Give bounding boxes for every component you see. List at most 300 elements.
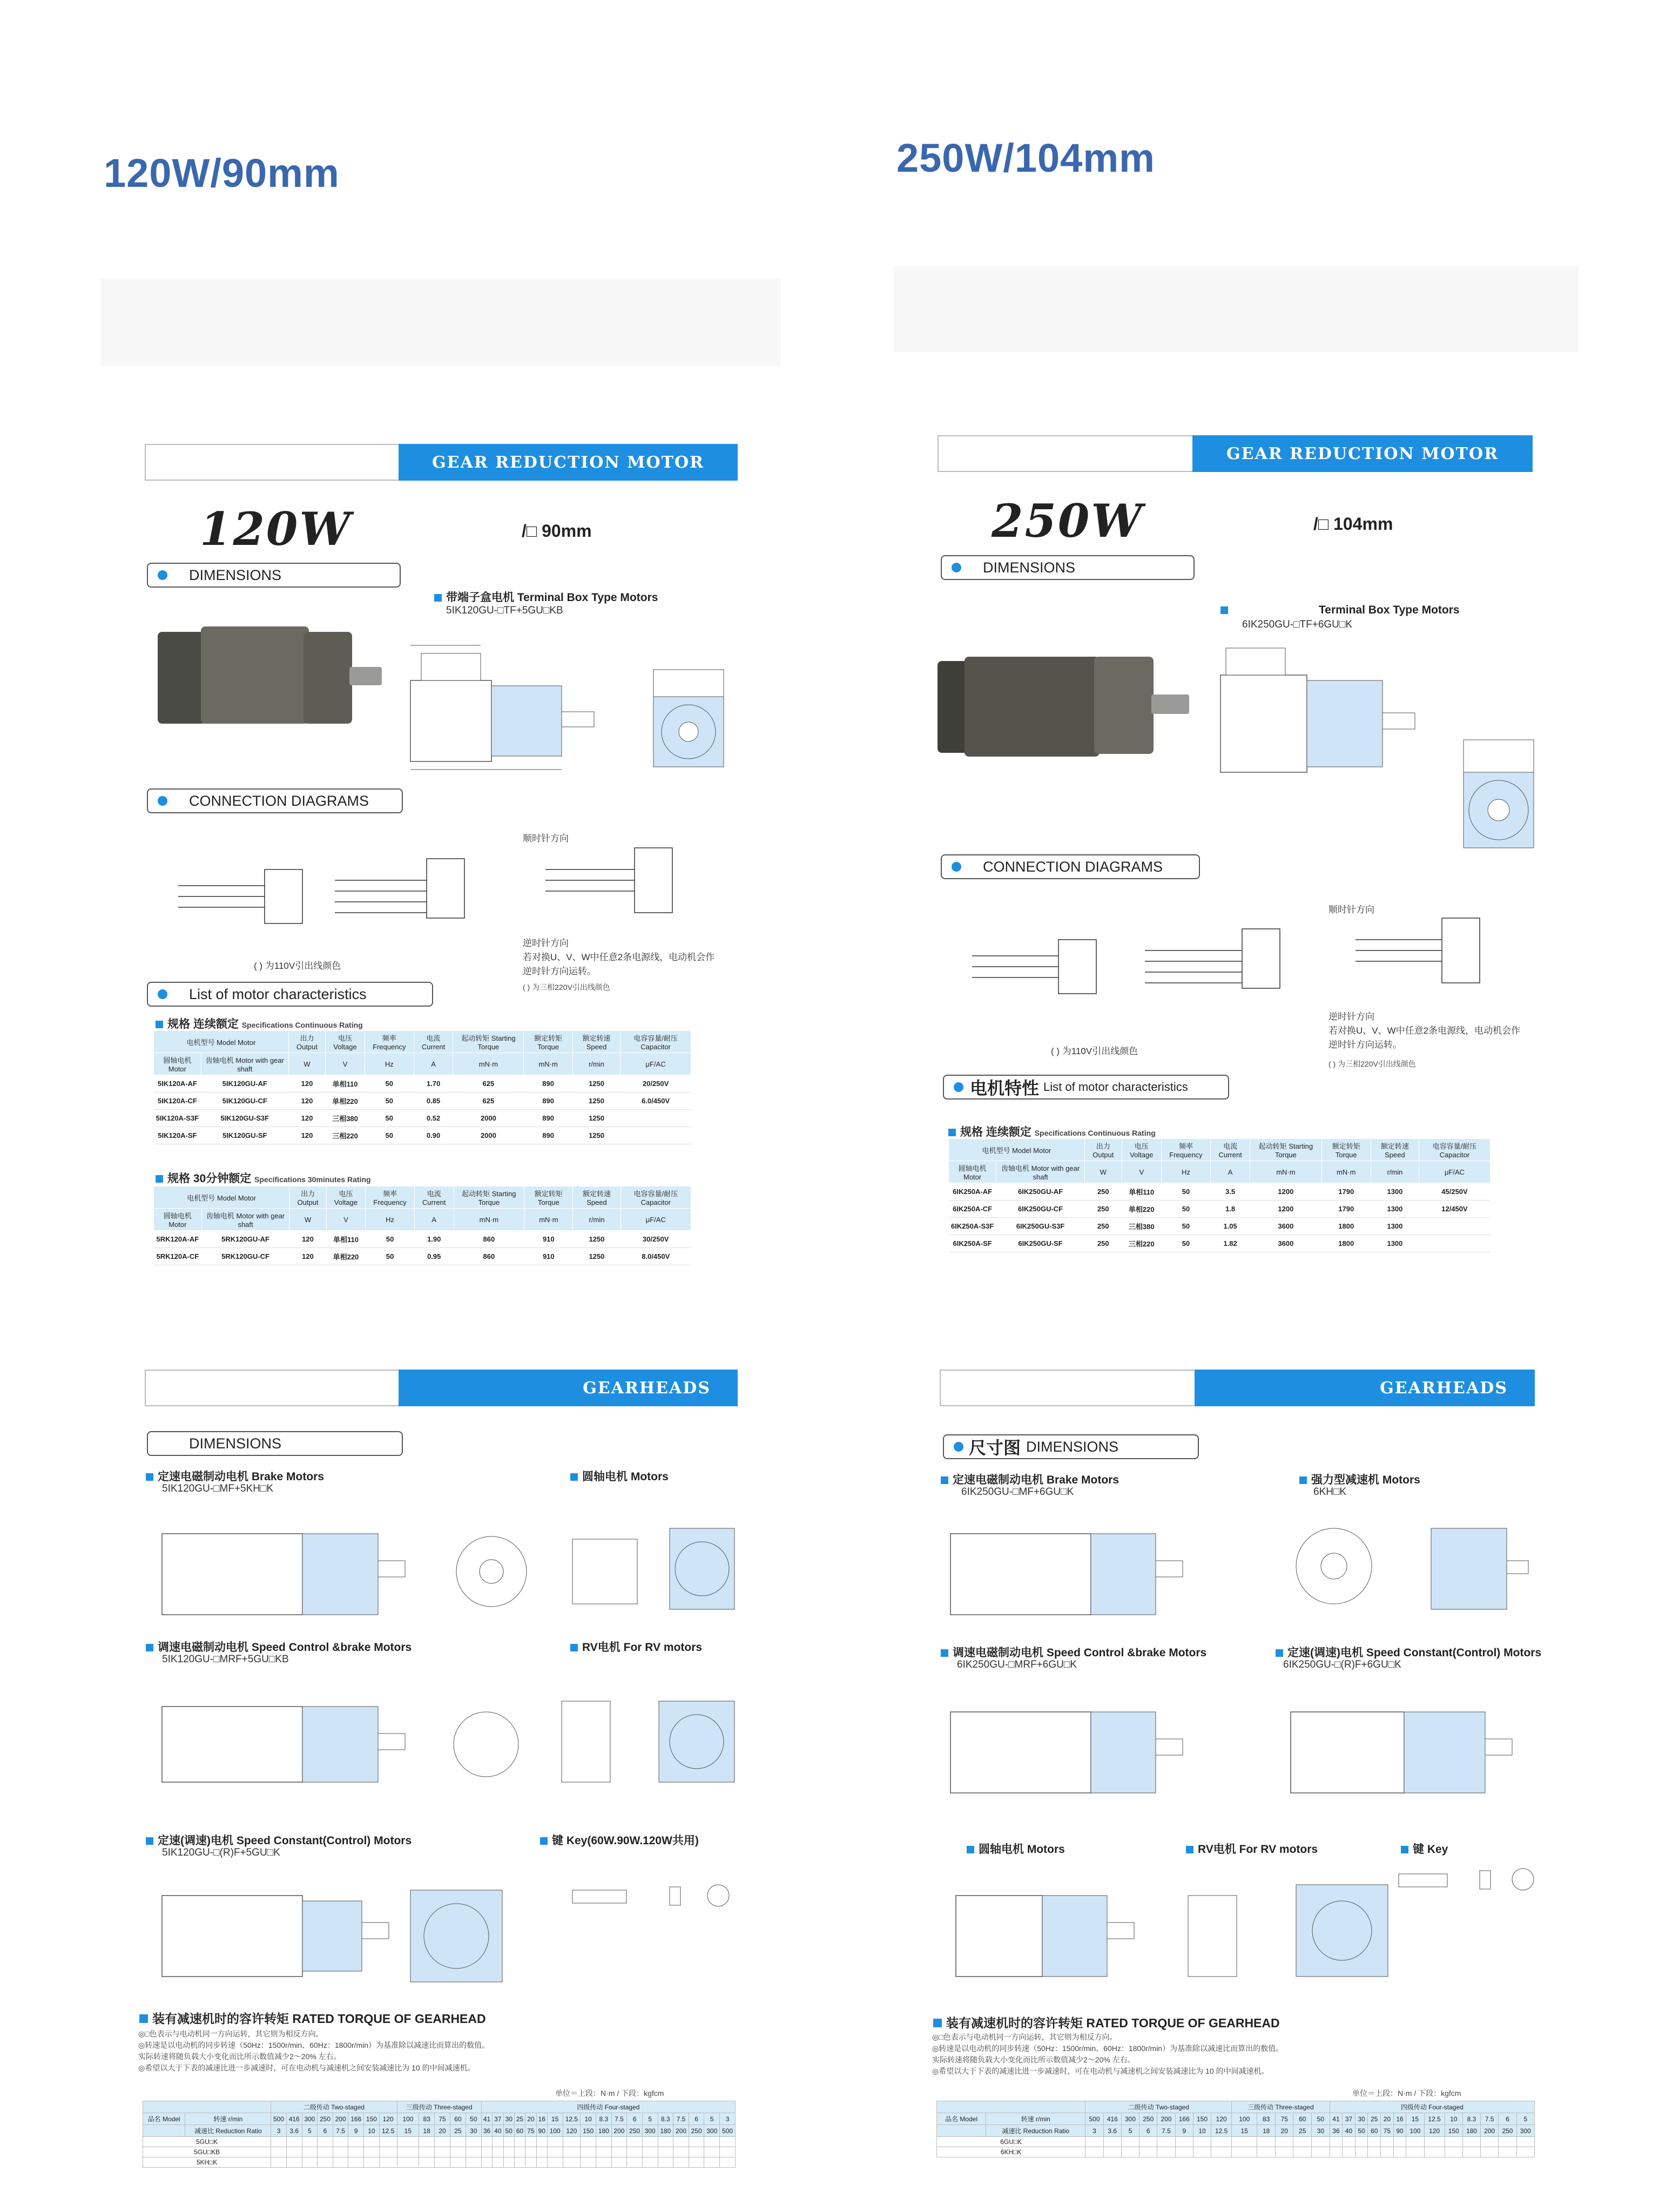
table-row (949, 1235, 1491, 1252)
torque-cell (1275, 2147, 1293, 2157)
table-cell: 1250 (572, 1127, 620, 1144)
left-dimension-drawing (400, 632, 734, 783)
th-start: 起动转矩 Starting Torque (454, 1186, 524, 1209)
left-dimensions-pill (147, 563, 401, 588)
torque-cell: 减速比 Reduction Ratio (986, 2125, 1085, 2137)
left-rated-title (139, 2009, 486, 2027)
table-cell: 1800 (1321, 1235, 1371, 1252)
torque-cell (1193, 2137, 1211, 2147)
th-unit: W (1084, 1161, 1122, 1183)
torque-cell (704, 2157, 720, 2168)
th-unit: mN·m (524, 1053, 572, 1075)
torque-cell (450, 2147, 466, 2157)
torque-cell: 6KH□K (937, 2147, 1085, 2157)
square-bullet-icon (146, 1473, 153, 1481)
title-text: 规格 连续额定 (167, 1018, 239, 1030)
table-cell (1419, 1218, 1490, 1235)
torque-cell (503, 2157, 514, 2168)
torque-cell: 6 (1139, 2125, 1157, 2137)
torque-cell: 416 (1103, 2113, 1121, 2125)
torque-cell (547, 2157, 563, 2168)
table-cell: 120 (288, 1075, 325, 1092)
th-unit: A (414, 1209, 454, 1231)
torque-cell: 3.6 (286, 2125, 302, 2137)
torque-cell: 100 (547, 2125, 563, 2137)
th-current: 电流 Current (414, 1031, 453, 1053)
torque-cell (481, 2137, 492, 2147)
torque-cell: 100 (1232, 2113, 1257, 2125)
torque-cell: 6GU□K (937, 2137, 1085, 2147)
torque-cell (689, 2157, 704, 2168)
torque-cell: 二级传动 Two-staged (1085, 2101, 1232, 2113)
square-bullet-icon (1401, 1846, 1408, 1853)
torque-cell (1211, 2137, 1232, 2147)
torque-cell (1312, 2147, 1330, 2157)
square-bullet-icon (156, 1021, 163, 1028)
torque-cell (596, 2137, 611, 2147)
table-row (154, 1231, 691, 1248)
left-unit-note: 单位＝上段：N·m / 下段：kgfcm (555, 2089, 664, 2098)
torque-cell: 16 (1393, 2113, 1406, 2125)
table-cell (1419, 1235, 1490, 1252)
torque-cell (581, 2157, 596, 2168)
torque-cell: 41 (1330, 2113, 1343, 2125)
torque-cell: 5 (1516, 2113, 1534, 2125)
torque-cell: 5 (704, 2113, 720, 2125)
table-cell: 250 (1084, 1183, 1122, 1201)
table-cell: 1.82 (1211, 1235, 1250, 1252)
pill-label: DIMENSIONS (983, 559, 1076, 576)
table-cell: 860 (454, 1231, 524, 1248)
right-motor-header-title: GEAR REDUCTION MOTOR (1192, 435, 1533, 472)
torque-cell: 15 (1406, 2113, 1424, 2125)
right-const-title (1276, 1644, 1541, 1660)
table-row (154, 1075, 691, 1092)
torque-cell (1424, 2137, 1445, 2147)
left-brake-title (146, 1468, 324, 1484)
square-bullet-icon (434, 594, 442, 602)
torque-cell (627, 2147, 643, 2157)
torque-cell (348, 2157, 364, 2168)
table-row (949, 1183, 1491, 1201)
torque-cell: 7.5 (1481, 2113, 1499, 2125)
th-motor: 圆轴电机 Motor (949, 1161, 996, 1183)
right-round-drawing (950, 1863, 1156, 1993)
title-text: 键 Key (1413, 1843, 1448, 1856)
table-cell: 0.85 (414, 1092, 453, 1110)
table-cell: 单相110 (326, 1075, 365, 1092)
square-bullet-icon (540, 1837, 548, 1845)
torque-cell (1293, 2147, 1312, 2157)
torque-cell: 200 (333, 2113, 348, 2125)
bullet-icon (954, 1082, 963, 1092)
torque-cell: 15 (547, 2113, 563, 2125)
torque-cell (658, 2157, 673, 2168)
torque-cell (642, 2147, 658, 2157)
table-cell: 1.70 (414, 1075, 453, 1092)
square-bullet-icon (941, 1476, 948, 1484)
torque-cell (493, 2137, 503, 2147)
title-text: 装有减速机时的容许转矩 RATED TORQUE OF GEARHEAD (152, 2012, 486, 2026)
torque-cell: 120 (563, 2125, 581, 2137)
torque-cell (379, 2147, 397, 2157)
title-text: 强力型减速机 Motors (1311, 1474, 1420, 1486)
left-30min-title (156, 1170, 371, 1186)
left-frame-size: /□ 90mm (522, 521, 592, 541)
torque-cell (1499, 2137, 1516, 2147)
title-text-en: Specifications Continuous Rating (1034, 1129, 1156, 1137)
torque-cell (1257, 2137, 1276, 2147)
torque-cell (1312, 2137, 1330, 2147)
torque-cell (1445, 2137, 1462, 2147)
table-cell: 6IK250GU-SF (996, 1235, 1085, 1252)
square-bullet-icon (1220, 606, 1228, 614)
table-cell: 1800 (1321, 1218, 1371, 1235)
th-torque: 额定转矩 Torque (1321, 1139, 1371, 1161)
torque-cell (536, 2137, 547, 2147)
torque-cell (333, 2147, 348, 2157)
table-row (154, 1092, 691, 1110)
table-cell: 单相220 (1122, 1201, 1161, 1218)
th-unit: W (288, 1053, 325, 1075)
torque-cell: 36 (481, 2125, 492, 2137)
th-model: 电机型号 Model Motor (949, 1139, 1085, 1161)
torque-cell: 41 (481, 2113, 492, 2125)
torque-cell (581, 2147, 596, 2157)
table-cell: 625 (453, 1092, 524, 1110)
title-text: 带端子盒电机 Terminal Box Type Motors (446, 591, 658, 604)
table-cell: 1790 (1321, 1183, 1371, 1201)
title-text: 定速(调速)电机 Speed Constant(Control) Motors (1287, 1647, 1542, 1659)
left-gh-dimensions-pill (147, 1431, 403, 1456)
torque-cell: 120 (1211, 2113, 1232, 2125)
torque-cell: 7.5 (333, 2125, 348, 2137)
table-cell: 910 (524, 1231, 573, 1248)
torque-cell (611, 2157, 627, 2168)
th-unit: mN·m (453, 1053, 524, 1075)
torque-cell (333, 2157, 348, 2168)
right-const-model: 6IK250GU-□(R)F+6GU□K (1283, 1659, 1401, 1670)
table-cell: 120 (289, 1231, 326, 1248)
table-cell: 1300 (1371, 1201, 1419, 1218)
torque-cell (1157, 2147, 1175, 2157)
torque-cell (1481, 2137, 1499, 2147)
torque-cell (525, 2157, 536, 2168)
title-text: RV电机 For RV motors (1198, 1843, 1318, 1856)
torque-cell (673, 2157, 689, 2168)
torque-cell: 250 (689, 2125, 704, 2137)
table-cell: 8.0/450V (621, 1248, 691, 1265)
table-cell: 5IK120GU-SF (201, 1127, 288, 1144)
torque-cell (673, 2137, 689, 2147)
torque-cell: 8.3 (1462, 2113, 1480, 2125)
th-unit: r/min (572, 1053, 620, 1075)
torque-cell (1381, 2147, 1394, 2157)
left-key-drawing (562, 1879, 734, 1923)
torque-cell: 100 (1406, 2125, 1424, 2137)
torque-cell: 18 (1257, 2125, 1276, 2137)
right-frame-size: /□ 104mm (1313, 514, 1393, 534)
table-cell: 单相220 (326, 1248, 366, 1265)
note-line: 实际转速将随负载大小变化而比所示数值减少2～20% 左右。 (932, 2055, 1135, 2064)
table-cell: 2000 (453, 1127, 524, 1144)
torque-cell: 300 (1121, 2113, 1139, 2125)
left-conn-note: ( ) 为110V引出线颜色 (254, 961, 341, 971)
table-cell: 30/250V (621, 1231, 691, 1248)
right-gh-dimensions-pill (943, 1434, 1199, 1459)
left-speedctl-model: 5IK120GU-□MRF+5GU□KB (162, 1654, 289, 1665)
th-voltage: 电压 Voltage (326, 1031, 365, 1053)
th-unit: Hz (366, 1209, 415, 1231)
table-cell: 5IK120GU-AF (201, 1075, 288, 1092)
th-cap: 电容容量/耐压 Capacitor (621, 1186, 691, 1209)
torque-cell: 7.5 (673, 2113, 689, 2125)
torque-cell: 83 (419, 2113, 435, 2125)
torque-cell: 10 (1445, 2113, 1462, 2125)
torque-cell: 5GU□KB (143, 2147, 271, 2157)
left-speedctl-drawing (146, 1674, 556, 1804)
title-text: 圆轴电机 Motors (979, 1843, 1065, 1856)
torque-cell (419, 2137, 435, 2147)
torque-cell (514, 2137, 525, 2147)
torque-cell: 10 (1193, 2125, 1211, 2137)
left-cont-title (156, 1015, 363, 1031)
table-row (154, 1248, 691, 1265)
left-power-label: 120W (200, 502, 352, 556)
table-cell: 1.05 (1211, 1218, 1250, 1235)
note-line: 实际转速将随负载大小变化而比所示数值减少2～20% 左右。 (138, 2052, 341, 2061)
torque-cell: 50 (503, 2125, 514, 2137)
torque-cell (435, 2137, 450, 2147)
right-dimensions-pill (941, 555, 1195, 580)
torque-cell (1462, 2137, 1480, 2147)
left-torque-table (143, 2101, 736, 2168)
torque-cell: 50 (1355, 2125, 1368, 2137)
right-speedctl-drawing (940, 1680, 1210, 1815)
title-text-en: Specifications 30minutes Rating (254, 1175, 371, 1184)
th-unit: r/min (573, 1209, 621, 1231)
table-cell: 910 (524, 1248, 573, 1265)
table-row (154, 1127, 691, 1144)
torque-cell: 150 (581, 2125, 596, 2137)
table-cell: 5IK120GU-CF (201, 1092, 288, 1110)
torque-cell (1355, 2147, 1368, 2157)
torque-cell: 50 (466, 2113, 481, 2125)
th-output: 出力 Output (1084, 1139, 1122, 1161)
torque-cell (1175, 2147, 1193, 2157)
right-rv-drawing (1183, 1863, 1399, 1993)
torque-cell: 416 (286, 2113, 302, 2125)
torque-cell (1424, 2147, 1445, 2157)
left-rated-notes (138, 2028, 732, 2074)
torque-cell: 3 (1085, 2125, 1103, 2137)
square-bullet-icon (967, 1846, 974, 1853)
torque-cell: 37 (1343, 2113, 1355, 2125)
torque-cell: 7.5 (611, 2113, 627, 2125)
right-cont-table (948, 1138, 1491, 1252)
torque-cell (611, 2137, 627, 2147)
right-brake-drawing (940, 1507, 1210, 1631)
square-bullet-icon (156, 1175, 163, 1183)
torque-cell: 250 (1499, 2125, 1516, 2137)
pill-label-cn: 电机特性 (970, 1078, 1040, 1098)
note-line: ◎转速是以电动机的同步转速（50Hz：1500r/min、60Hz：1800r/min）为基准除以减速比而算出的数值。 (932, 2044, 1284, 2053)
right-motor-header-bar (938, 435, 1533, 472)
torque-cell: 40 (1343, 2125, 1355, 2137)
table-cell: 5IK120A-S3F (154, 1110, 201, 1127)
table-cell: 50 (1161, 1201, 1210, 1218)
table-cell: 单相220 (326, 1092, 365, 1110)
th-unit: μF/AC (621, 1053, 691, 1075)
table-cell: 1250 (572, 1075, 620, 1092)
table-cell: 890 (524, 1127, 572, 1144)
table-cell: 120 (288, 1092, 325, 1110)
torque-cell: 300 (642, 2125, 658, 2137)
torque-cell (1406, 2137, 1424, 2147)
torque-cell (397, 2137, 419, 2147)
torque-cell (1103, 2147, 1121, 2157)
table-cell: 1200 (1250, 1183, 1321, 1201)
right-list-pill (943, 1075, 1229, 1100)
torque-cell: 180 (1462, 2125, 1480, 2137)
th-unit: V (326, 1209, 366, 1231)
right-grey-band (894, 266, 1578, 352)
torque-cell (1516, 2147, 1534, 2157)
table-cell: 1.8 (1211, 1201, 1250, 1218)
left-connection-pill (147, 788, 403, 813)
torque-cell: 30 (466, 2125, 481, 2137)
torque-cell: 200 (673, 2125, 689, 2137)
th-output: 出力 Output (288, 1031, 325, 1053)
table-cell: 1300 (1371, 1235, 1419, 1252)
torque-cell (379, 2157, 397, 2168)
torque-cell (286, 2137, 302, 2147)
torque-cell: 60 (450, 2113, 466, 2125)
torque-cell: 品名 Model (143, 2113, 185, 2125)
torque-cell: 180 (596, 2125, 611, 2137)
title-text-en: Specifications Continuous Rating (241, 1021, 363, 1029)
th-freq: 频率 Frequency (366, 1186, 415, 1209)
table-row (949, 1201, 1491, 1218)
torque-cell (1516, 2137, 1534, 2147)
torque-cell: 120 (379, 2113, 397, 2125)
bullet-icon (158, 570, 167, 580)
th-unit: μF/AC (1419, 1161, 1490, 1183)
table-cell: 5RK120GU-CF (201, 1248, 289, 1265)
left-round-title (570, 1468, 669, 1484)
torque-cell: 500 (1085, 2113, 1103, 2125)
right-brake-title (941, 1471, 1119, 1487)
left-conn-cw-title: 顺时针方向 (523, 833, 569, 844)
table-cell: 三相380 (326, 1110, 365, 1127)
square-bullet-icon (941, 1649, 948, 1657)
torque-cell: 100 (397, 2113, 419, 2125)
torque-cell (525, 2137, 536, 2147)
right-conn-reverse-note: ( ) 为三相220V引出线颜色 (1328, 1060, 1416, 1068)
torque-cell: 5 (642, 2113, 658, 2125)
table-cell: 50 (366, 1231, 415, 1248)
torque-cell: 180 (658, 2125, 673, 2137)
torque-cell: 5 (1121, 2125, 1139, 2137)
th-freq: 频率 Frequency (1161, 1139, 1210, 1161)
torque-cell: 品名 Model (937, 2113, 986, 2125)
torque-cell (1381, 2137, 1394, 2147)
torque-cell (547, 2147, 563, 2157)
torque-cell: 5GU□K (143, 2137, 271, 2147)
pill-label: DIMENSIONS (189, 1435, 282, 1452)
torque-cell (658, 2137, 673, 2147)
table-cell: 5IK120A-SF (154, 1127, 201, 1144)
torque-cell: 20 (525, 2113, 536, 2125)
torque-cell (1103, 2137, 1121, 2147)
torque-cell (1330, 2137, 1343, 2147)
left-conn-reverse-text: 若对换U、V、W中任意2条电源线，电动机会作逆时针方向运转。 (523, 952, 715, 976)
square-bullet-icon (1186, 1846, 1193, 1853)
torque-cell (503, 2147, 514, 2157)
torque-cell: 37 (493, 2113, 503, 2125)
table-cell: 1250 (572, 1110, 620, 1127)
torque-cell (720, 2137, 736, 2147)
torque-cell (364, 2157, 380, 2168)
table-cell: 1250 (573, 1248, 621, 1265)
square-bullet-icon (139, 2014, 148, 2023)
torque-cell: 3 (720, 2113, 736, 2125)
th-unit: Hz (365, 1053, 414, 1075)
torque-cell: 5 (302, 2125, 318, 2137)
th-speed: 额定转速 Speed (572, 1031, 620, 1053)
torque-cell: 20 (1381, 2113, 1394, 2125)
left-brake-drawing (146, 1507, 556, 1631)
torque-cell: 25 (1368, 2113, 1381, 2125)
torque-cell: 30 (1312, 2125, 1330, 2137)
torque-cell: 3 (271, 2125, 287, 2137)
table-cell: 1250 (573, 1231, 621, 1248)
torque-cell (1406, 2147, 1424, 2157)
right-torque-table (936, 2101, 1535, 2157)
left-const-title (146, 1832, 412, 1848)
torque-cell: 9 (1175, 2125, 1193, 2137)
right-strong-title (1299, 1471, 1420, 1487)
th-current: 电流 Current (1211, 1139, 1250, 1161)
torque-cell (704, 2147, 720, 2157)
right-speedctl-title (941, 1644, 1206, 1660)
torque-cell (1175, 2137, 1193, 2147)
torque-cell: 90 (536, 2125, 547, 2137)
th-unit: mN·m (524, 1209, 573, 1231)
square-bullet-icon (933, 2019, 942, 2027)
table-cell: 三相380 (1122, 1218, 1161, 1235)
table-cell: 1300 (1371, 1218, 1419, 1235)
torque-cell: 6 (318, 2125, 333, 2137)
torque-cell (503, 2137, 514, 2147)
torque-cell: 250 (318, 2113, 333, 2125)
right-rated-title (933, 2013, 1280, 2031)
table-cell: 6IK250A-SF (949, 1235, 996, 1252)
right-key-title (1401, 1840, 1448, 1857)
table-cell: 50 (365, 1092, 414, 1110)
right-conn-cw-title: 顺时针方向 (1328, 905, 1374, 915)
torque-cell: 16 (536, 2113, 547, 2125)
torque-cell (1462, 2147, 1480, 2157)
torque-cell (364, 2137, 380, 2147)
right-gearheads-header-title: GEARHEADS (1195, 1370, 1535, 1406)
bullet-icon (954, 1442, 963, 1452)
note-line: ◎希望以大于下表的减速比进一步减速时，可在电动机与减速机之间安装减速比为 10 的中间减速机。 (138, 2063, 475, 2072)
torque-cell: 500 (720, 2125, 736, 2137)
torque-cell (302, 2157, 318, 2168)
torque-cell: 8.3 (596, 2113, 611, 2125)
table-cell: 6IK250A-CF (949, 1201, 996, 1218)
